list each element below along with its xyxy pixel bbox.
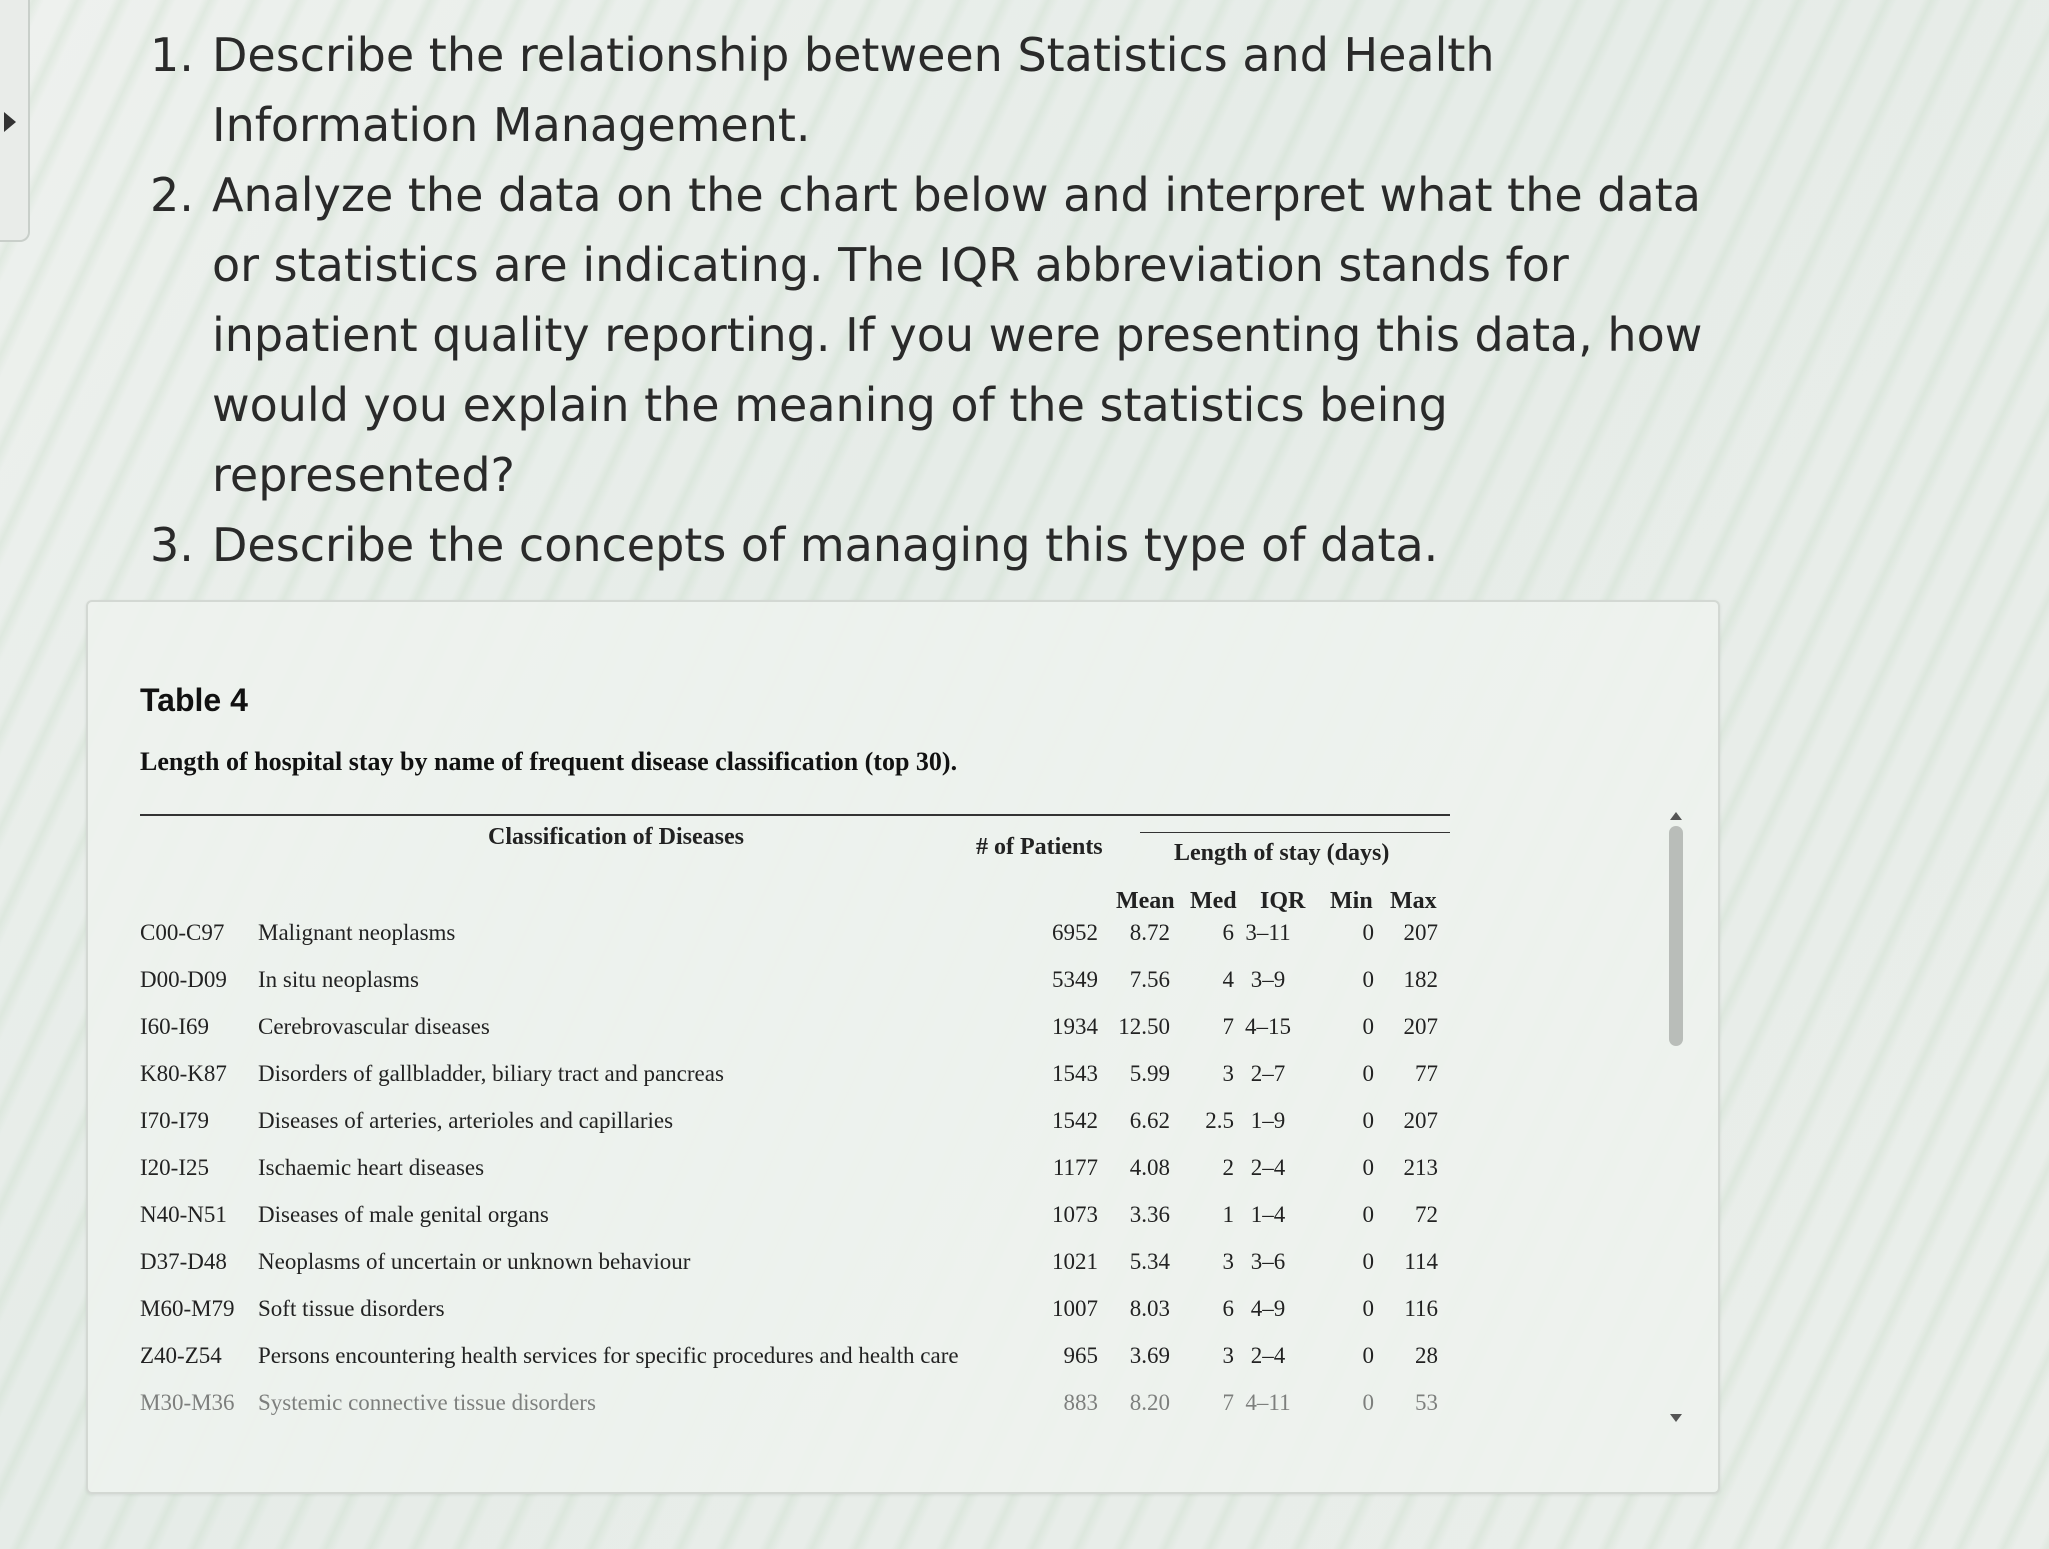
header-max: Max <box>1390 888 1437 914</box>
cell-patients: 6952 <box>1052 920 1098 945</box>
cell-name: In situ neoplasms <box>258 967 419 992</box>
cell-patients: 1934 <box>1052 1014 1098 1039</box>
cell-patients: 1542 <box>1052 1108 1098 1133</box>
cell-code: K80-K87 <box>140 1061 227 1086</box>
cell-name: Soft tissue disorders <box>258 1296 445 1321</box>
table-row <box>88 1202 1488 1248</box>
header-mean: Mean <box>1116 888 1175 914</box>
los-header-rule <box>1140 832 1450 833</box>
cell-max: 53 <box>1415 1390 1438 1415</box>
cell-patients: 1177 <box>1052 1155 1098 1180</box>
cell-mean: 8.03 <box>1129 1296 1170 1321</box>
cell-name: Disorders of gallbladder, biliary tract and pancreas <box>258 1061 724 1086</box>
cell-patients: 1543 <box>1052 1061 1098 1086</box>
cell-patients: 1007 <box>1052 1296 1098 1321</box>
question-item <box>150 20 1750 160</box>
cell-iqr: 4–11 <box>1245 1390 1291 1415</box>
cell-patients: 883 <box>1063 1390 1098 1415</box>
cell-code: M60-M79 <box>140 1296 235 1321</box>
table-row <box>88 1014 1488 1060</box>
cell-patients: 1021 <box>1052 1249 1098 1274</box>
cell-min: 0 <box>1362 1249 1374 1274</box>
cell-max: 207 <box>1403 920 1438 945</box>
cell-max: 72 <box>1415 1202 1438 1227</box>
question-list <box>150 20 1750 580</box>
table-row <box>88 920 1488 966</box>
header-min: Min <box>1330 888 1373 914</box>
cell-med: 7 <box>1222 1014 1234 1039</box>
cell-code: I60-I69 <box>140 1014 209 1039</box>
table-row <box>88 967 1488 1013</box>
cell-mean: 12.50 <box>1118 1014 1170 1039</box>
cell-iqr: 2–4 <box>1250 1343 1286 1368</box>
question-number: 2. <box>150 168 194 222</box>
cell-mean: 7.56 <box>1129 967 1170 992</box>
cell-med: 2 <box>1222 1155 1234 1180</box>
cell-max: 213 <box>1403 1155 1438 1180</box>
header-length-of-stay: Length of stay (days) <box>1174 840 1390 866</box>
cell-med: 3 <box>1222 1061 1234 1086</box>
cell-min: 0 <box>1362 1014 1374 1039</box>
cell-max: 77 <box>1415 1061 1438 1086</box>
cell-name: Systemic connective tissue disorders <box>258 1390 596 1415</box>
question-item <box>150 510 1750 580</box>
cell-min: 0 <box>1362 967 1374 992</box>
cell-med: 3 <box>1222 1249 1234 1274</box>
cell-name: Persons encountering health services for specific procedures and health care <box>258 1343 959 1368</box>
cell-mean: 8.20 <box>1129 1390 1170 1415</box>
triangle-right-icon <box>4 112 16 132</box>
cell-mean: 5.99 <box>1129 1061 1170 1086</box>
cell-iqr: 2–7 <box>1250 1061 1286 1086</box>
question-number: 3. <box>150 518 194 572</box>
table-row <box>88 1296 1488 1342</box>
cell-med: 3 <box>1222 1343 1234 1368</box>
table-caption: Length of hospital stay by name of frequent disease classification (top 30). <box>140 747 958 776</box>
chevron-down-icon[interactable] <box>1670 1414 1682 1422</box>
cell-mean: 4.08 <box>1129 1155 1170 1180</box>
cell-iqr: 4–9 <box>1250 1296 1286 1321</box>
cell-name: Neoplasms of uncertain or unknown behaviour <box>258 1249 691 1274</box>
vertical-scrollbar[interactable] <box>1665 812 1687 1422</box>
cell-name: Ischaemic heart diseases <box>258 1155 485 1180</box>
question-text: Describe the concepts of managing this type of data. <box>212 518 1439 572</box>
cell-name: Diseases of arteries, arterioles and capillaries <box>258 1108 674 1133</box>
chevron-up-icon[interactable] <box>1670 812 1682 820</box>
question-number: 1. <box>150 28 194 82</box>
table-top-rule <box>140 814 1450 816</box>
question-text: Describe the relationship between Statistics and Health Information Management. <box>212 28 1495 152</box>
cell-patients: 965 <box>1063 1343 1098 1368</box>
cell-code: N40-N51 <box>140 1202 227 1227</box>
cell-code: D37-D48 <box>140 1249 227 1274</box>
cell-code: M30-M36 <box>140 1390 235 1415</box>
cell-min: 0 <box>1362 1296 1374 1321</box>
table-title: Table 4 <box>140 682 248 718</box>
scrollbar-thumb[interactable] <box>1669 826 1683 1046</box>
cell-min: 0 <box>1362 1155 1374 1180</box>
cell-patients: 5349 <box>1052 967 1098 992</box>
cell-mean: 6.62 <box>1129 1108 1170 1133</box>
cell-med: 7 <box>1222 1390 1234 1415</box>
cell-max: 116 <box>1404 1296 1438 1321</box>
cell-med: 1 <box>1222 1202 1234 1227</box>
cell-name: Cerebrovascular diseases <box>258 1014 490 1039</box>
cell-code: Z40-Z54 <box>140 1343 222 1368</box>
sidebar-toggle-tab[interactable] <box>0 0 30 242</box>
table-row <box>88 1390 1488 1436</box>
cell-code: I20-I25 <box>140 1155 209 1180</box>
question-text: Analyze the data on the chart below and interpret what the data or statistics are indicating. The IQR abbreviation stands for inpatient quality reporting. If you were presenting this data, how would you explain the meaning of the statistics being represented? <box>212 168 1703 502</box>
table-row <box>88 1061 1488 1107</box>
cell-patients: 1073 <box>1052 1202 1098 1227</box>
cell-mean: 3.36 <box>1129 1202 1170 1227</box>
cell-code: I70-I79 <box>140 1108 209 1133</box>
cell-code: C00-C97 <box>140 920 225 945</box>
table-row <box>88 1343 1488 1389</box>
cell-iqr: 3–9 <box>1250 967 1286 992</box>
header-classification: Classification of Diseases <box>488 824 744 850</box>
cell-min: 0 <box>1362 1390 1374 1415</box>
cell-iqr: 2–4 <box>1250 1155 1286 1180</box>
cell-med: 4 <box>1222 967 1234 992</box>
cell-mean: 3.69 <box>1129 1343 1170 1368</box>
cell-name: Diseases of male genital organs <box>258 1202 549 1227</box>
cell-iqr: 4–15 <box>1245 1014 1291 1039</box>
table-row <box>88 1108 1488 1154</box>
cell-iqr: 1–9 <box>1250 1108 1286 1133</box>
table-row <box>88 1155 1488 1201</box>
table-image-card <box>86 600 1720 1494</box>
table-row <box>88 1249 1488 1295</box>
cell-name: Malignant neoplasms <box>258 920 456 945</box>
header-patients: # of Patients <box>976 834 1103 860</box>
cell-max: 207 <box>1403 1108 1438 1133</box>
cell-iqr: 3–11 <box>1245 920 1291 945</box>
cell-min: 0 <box>1362 1202 1374 1227</box>
cell-med: 2.5 <box>1205 1108 1234 1133</box>
cell-mean: 5.34 <box>1129 1249 1170 1274</box>
cell-max: 207 <box>1403 1014 1438 1039</box>
cell-max: 182 <box>1403 967 1438 992</box>
cell-min: 0 <box>1362 920 1374 945</box>
cell-min: 0 <box>1362 1343 1374 1368</box>
cell-iqr: 1–4 <box>1250 1202 1286 1227</box>
header-med: Med <box>1190 888 1237 914</box>
cell-min: 0 <box>1362 1108 1374 1133</box>
cell-max: 28 <box>1415 1343 1438 1368</box>
cell-iqr: 3–6 <box>1250 1249 1286 1274</box>
header-iqr: IQR <box>1260 888 1306 914</box>
cell-max: 114 <box>1404 1249 1438 1274</box>
cell-min: 0 <box>1362 1061 1374 1086</box>
cell-code: D00-D09 <box>140 967 227 992</box>
question-item <box>150 160 1750 510</box>
cell-mean: 8.72 <box>1129 920 1170 945</box>
cell-med: 6 <box>1222 1296 1234 1321</box>
cell-med: 6 <box>1222 920 1234 945</box>
